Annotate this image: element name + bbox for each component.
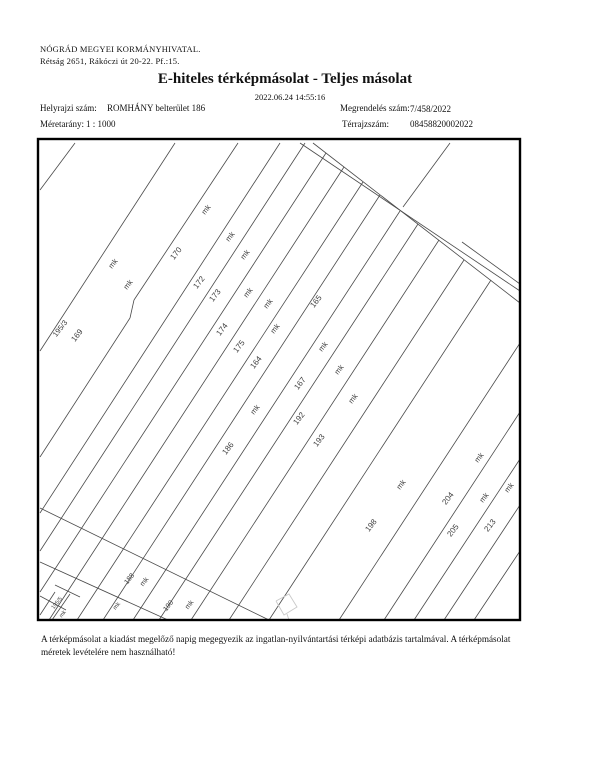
parcel-boundary-line [133,211,400,620]
scale-value: 1 : 1000 [86,119,116,129]
parcel-number-label-map: 205 [445,522,461,539]
parcel-boundary-line [40,143,75,190]
document-title: E-hiteles térképmásolat - Teljes másolat [157,71,413,87]
parcel-number-label-map: 167 [292,375,308,392]
parcel-number-label-map: 169 [69,327,85,344]
parcel-boundary-line [384,412,520,620]
cultivation-mark-label: mk [139,576,151,588]
cultivation-mark-label: mk [394,477,408,492]
parcel-number-label-map: 172 [191,274,207,291]
cultivation-mark-label: mk [346,391,360,406]
parcel-number-label-map: 173 [207,287,223,304]
parcel-number-label: Helyrajzi szám: [40,103,97,113]
cultivation-mark-label: mk [241,285,255,300]
cultivation-mark-label: mk [268,321,282,336]
cultivation-mark-label: mk [184,599,196,611]
parcel-number-label-map: 175 [231,338,247,355]
parcel-number-label-map: 198 [363,517,379,534]
parcel-number-label-map: 192 [291,410,307,427]
parcel-boundary-line [414,459,520,620]
parcel-boundary-line [55,585,80,597]
parcel-number-label-map: 186 [220,440,236,457]
map-frame-border [38,139,520,620]
parcel-boundary-line [49,167,344,620]
order-number-value: 7/458/2022 [410,104,452,114]
cultivation-mark-label: mk [112,601,123,612]
parcel-boundary-line [339,343,520,620]
parcel-boundary-line [40,143,305,551]
cultivation-mark-label: mk [58,609,68,620]
parcel-number-label-map: 195/5 [50,596,64,611]
parcel-boundary-line [77,182,363,620]
map-sheet-label: Térrajzszám: [342,119,389,129]
parcel-number-label-map: 170 [168,245,184,262]
cultivation-mark-label: mk [316,339,330,354]
cultivation-mark-label: mk [238,247,252,262]
map-sheet-value: 08458820002022 [410,119,473,129]
parcel-number-label-map: 174 [214,321,230,338]
parcel-boundary-line [474,551,520,620]
parcel-boundary-line [40,318,130,457]
parcel-boundary-line [40,508,269,620]
parcel-number-label-map: 190 [162,599,176,613]
cultivation-mark-label: mk [472,450,486,465]
issue-datetime: 2022.06.24 14:55:16 [254,92,326,102]
order-number-label: Megrendelés szám: [340,103,410,113]
parcel-boundary-line [444,505,520,620]
cultivation-mark-label: mk [248,402,262,417]
road-edge-line [300,143,520,291]
issuing-office-name: NÓGRÁD MEGYEI KORMÁNYHIVATAL. [40,44,201,54]
cultivation-mark-label: mk [502,480,516,495]
parcel-number-label-map: 188 [123,572,137,586]
cultivation-mark-label: mk [261,296,275,311]
cultivation-mark-label: mk [106,256,120,271]
parcel-number-label-map: 213 [482,517,498,534]
parcel-boundary-line [134,143,238,300]
cultivation-mark-label: mk [223,229,237,244]
scale-label: Méretarány: [40,119,84,129]
parcel-number-value: ROMHÁNY belterület 186 [107,103,206,113]
cultivation-mark-label: mk [332,362,346,377]
parcel-boundary-line [403,143,450,207]
issuing-office-address: Rétság 2651, Rákóczi út 20-22. Pf.:15. [40,56,180,66]
parcel-number-label-map: 195/3 [50,318,70,339]
cultivation-mark-label: mk [477,490,491,505]
parcel-boundary-line [130,300,134,318]
cultivation-mark-label: mk [199,202,213,217]
parcel-boundary-line [229,260,464,620]
parcel-boundary-line [40,562,168,620]
cultivation-mark-label: mk [121,277,135,292]
legal-disclaimer: A térképmásolat a kiadást megelőző napig megegyezik az ingatlan-nyilvántartási térképi adatbázis tartalmával. A térképmásolat méretek levételére nem használható! [41,634,511,658]
road-edge-line [462,242,520,284]
parcel-number-label-map: 193 [311,432,327,449]
parcel-number-label-map: 164 [248,354,264,371]
parcel-boundary-line [40,153,326,592]
parcel-number-label-map: 204 [440,490,456,507]
road-edge-line [313,143,520,303]
parcel-number-label-map: 165 [308,293,324,310]
